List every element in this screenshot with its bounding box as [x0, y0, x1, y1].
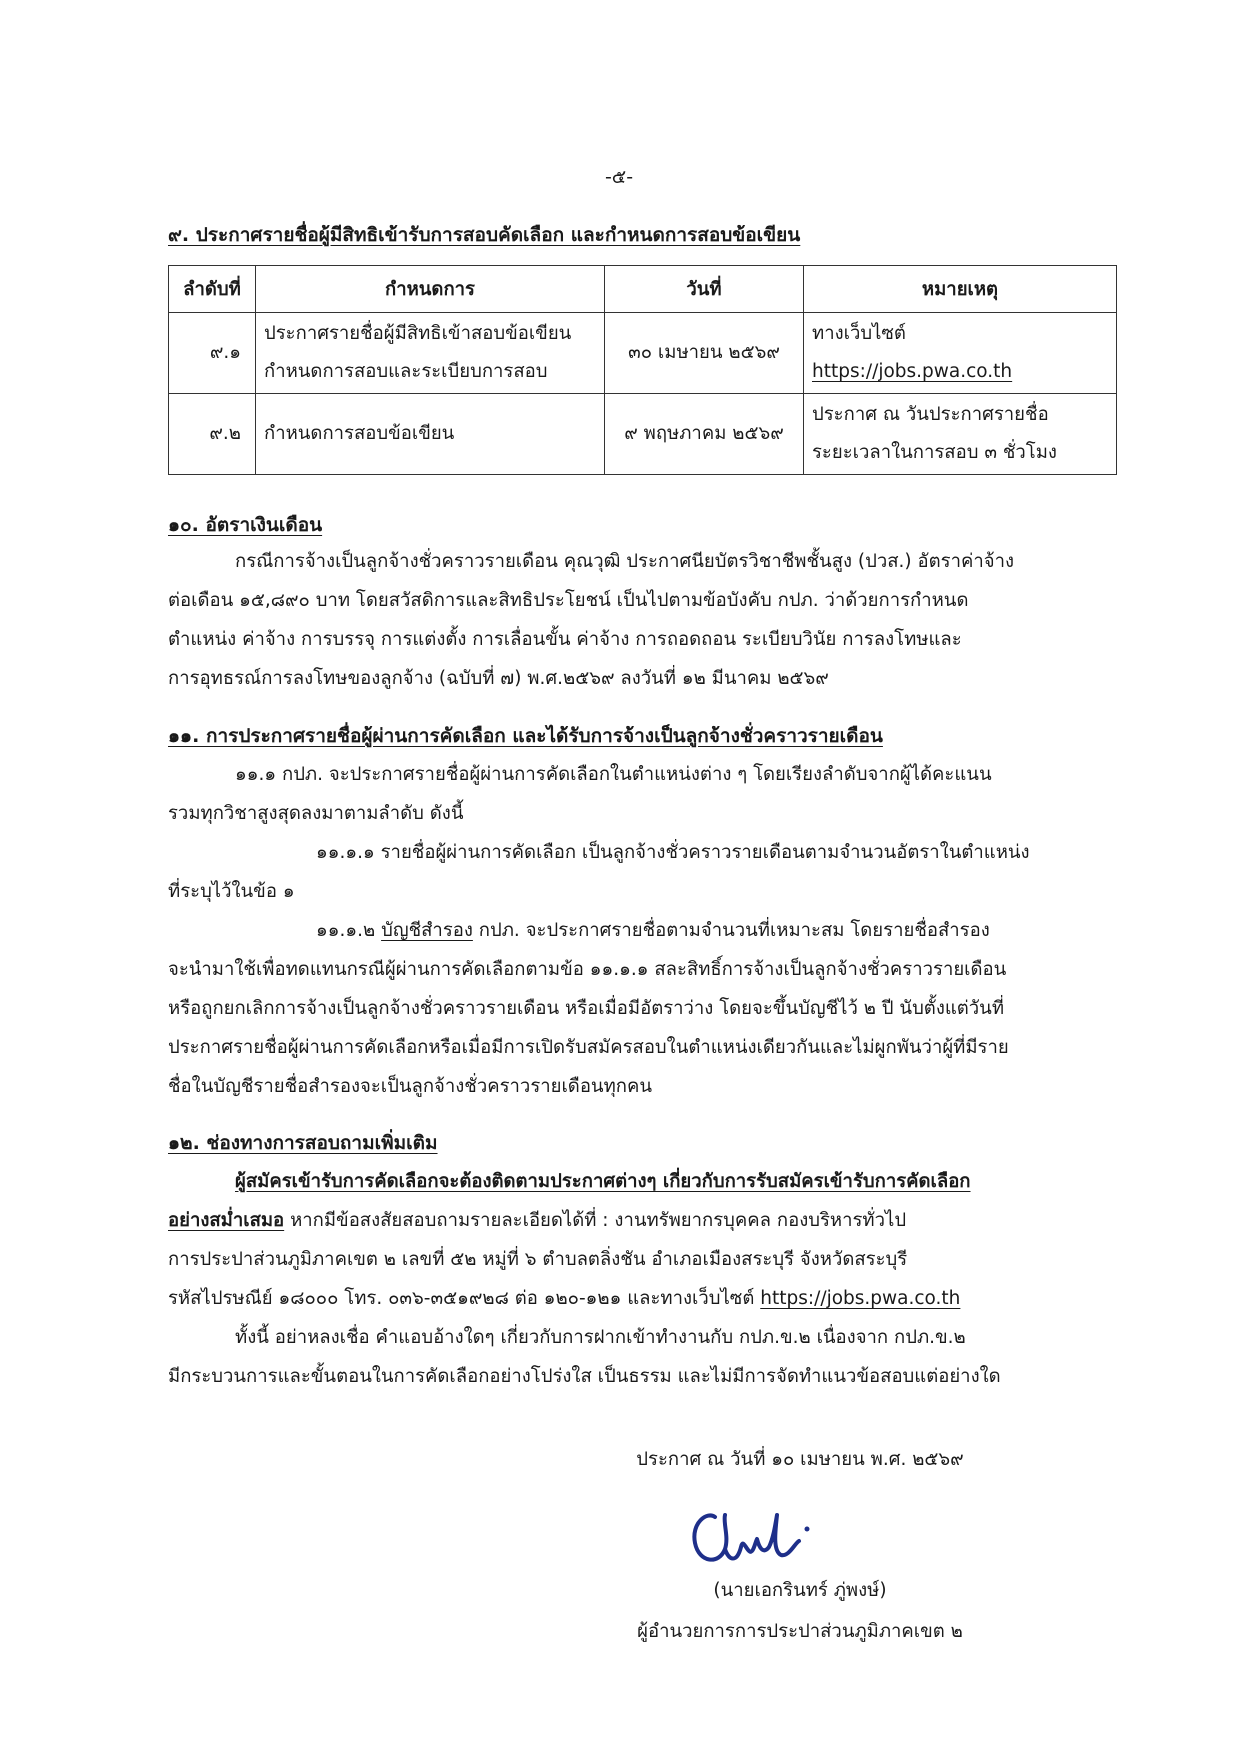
row-number: ๙.๒: [169, 394, 256, 475]
paragraph-line: ทั้งนี้ อย่าหลงเชื่อ คำแอบอ้างใดๆ เกี่ยวกับการฝากเข้าทำงานกับ กปภ.ข.๒ เนื่องจาก กปภ.ข.๒: [235, 1327, 966, 1348]
paragraph-line: ตำแหน่ง ค่าจ้าง การบรรจุ การแต่งตั้ง การเลื่อนขั้น ค่าจ้าง การถอดถอน ระเบียบวินัย การลงโทษและ: [168, 629, 962, 650]
subsection-text: กปภ. จะประกาศรายชื่อตามจำนวนที่เหมาะสม โดยรายชื่อสำรอง: [478, 920, 990, 941]
col-header-order: ลำดับที่: [169, 266, 256, 313]
website-link[interactable]: https://jobs.pwa.co.th: [812, 361, 1013, 382]
remark-line: ประกาศ ณ วันประกาศรายชื่อ: [812, 404, 1049, 425]
paragraph-line: การอุทธรณ์การลงโทษของลูกจ้าง (ฉบับที่ ๗) พ.ศ.๒๕๖๙ ลงวันที่ ๑๒ มีนาคม ๒๕๖๙: [168, 668, 829, 689]
paragraph-line: ที่ระบุไว้ในข้อ ๑: [168, 881, 295, 902]
row-remark: [804, 313, 1117, 394]
remark-line: ทางเว็บไซต์: [812, 323, 906, 344]
emphasis-text: อย่างสม่ำเสมอ: [168, 1210, 285, 1231]
task-line: กำหนดการสอบและระเบียบการสอบ: [264, 361, 548, 382]
remark-line: ระยะเวลาในการสอบ ๓ ชั่วโมง: [812, 442, 1057, 463]
paragraph-line: รวมทุกวิชาสูงสุดลงมาตามลำดับ ดังนี้: [168, 803, 464, 824]
paragraph-line: ๑๑.๑ กปภ. จะประกาศรายชื่อผู้ผ่านการคัดเลือกในตำแหน่งต่าง ๆ โดยเรียงลำดับจากผู้ได้คะแนน: [235, 764, 992, 785]
signer-title: ผู้อำนวยการการประปาส่วนภูมิภาคเขต ๒: [637, 1621, 963, 1642]
paragraph-line: [316, 916, 990, 945]
col-header-schedule: กำหนดการ: [256, 266, 605, 313]
signature-image: [685, 1503, 815, 1575]
contact-text: หากมีข้อสงสัยสอบถามรายละเอียดได้ที่ : งานทรัพยากรบุคคล กองบริหารทั่วไป: [290, 1210, 907, 1231]
row-task: [256, 394, 605, 475]
paragraph-line: ชื่อในบัญชีรายชื่อสำรองจะเป็นลูกจ้างชั่วคราวรายเดือนทุกคน: [168, 1076, 652, 1097]
signer-name: (นายเอกรินทร์ ภู่พงษ์): [713, 1580, 887, 1601]
paragraph-line: มีกระบวนการและขั้นตอนในการคัดเลือกอย่างโปร่งใส เป็นธรรม และไม่มีการจัดทำแนวข้อสอบแต่อย่างใด: [168, 1366, 1001, 1387]
section-10-heading: ๑๐. อัตราเงินเดือน: [168, 514, 323, 536]
paragraph-line: [168, 1284, 960, 1313]
page-number: -๕-: [604, 166, 634, 188]
website-link[interactable]: https://jobs.pwa.co.th: [760, 1288, 961, 1309]
paragraph-line: ประกาศรายชื่อผู้ผ่านการคัดเลือกหรือเมื่อมีการเปิดรับสมัครสอบในตำแหน่งเดียวกันและไม่ผูกพันว่าผู้ที่มีราย: [168, 1037, 1009, 1058]
paragraph-line: หรือถูกยกเลิกการจ้างเป็นลูกจ้างชั่วคราวรายเดือน หรือเมื่อมีอัตราว่าง โดยจะขึ้นบัญชีไว้ ๒ ปี นับตั้งแต่วันที่: [168, 998, 1005, 1019]
col-header-remark: หมายเหตุ: [804, 266, 1117, 313]
row-date: ๓๐ เมษายน ๒๕๖๙: [605, 313, 804, 394]
row-number: ๙.๑: [169, 313, 256, 394]
paragraph-line: ต่อเดือน ๑๕,๘๙๐ บาท โดยสวัสดิการและสิทธิประโยชน์ เป็นไปตามข้อบังคับ กปภ. ว่าด้วยการกำหนด: [168, 590, 969, 611]
reserve-list-title: บัญชีสำรอง: [381, 920, 473, 941]
schedule-table: [168, 265, 1117, 475]
section-11-heading: ๑๑. การประกาศรายชื่อผู้ผ่านการคัดเลือก และได้รับการจ้างเป็นลูกจ้างชั่วคราวรายเดือน: [168, 725, 883, 747]
paragraph-line: ๑๑.๑.๑ รายชื่อผู้ผ่านการคัดเลือก เป็นลูกจ้างชั่วคราวรายเดือนตามจำนวนอัตราในตำแหน่ง: [316, 842, 1030, 863]
section-12-heading: ๑๒. ช่องทางการสอบถามเพิ่มเติม: [168, 1132, 438, 1154]
table-row: [169, 394, 1117, 475]
task-line: ประกาศรายชื่อผู้มีสิทธิเข้าสอบข้อเขียน: [264, 323, 572, 344]
paragraph-line: กรณีการจ้างเป็นลูกจ้างชั่วคราวรายเดือน คุณวุฒิ ประกาศนียบัตรวิชาชีพชั้นสูง (ปวส.) อัตราค่าจ้าง: [235, 551, 1015, 572]
paragraph-line: จะนำมาใช้เพื่อทดแทนกรณีผู้ผ่านการคัดเลือกตามข้อ ๑๑.๑.๑ สละสิทธิ์การจ้างเป็นลูกจ้างชั่วคราวรายเดือน: [168, 959, 1007, 980]
emphasis-line: ผู้สมัครเข้ารับการคัดเลือกจะต้องติดตามประกาศต่างๆ เกี่ยวกับการรับสมัครเข้ารับการคัดเลือก: [235, 1171, 971, 1192]
section-9-heading: ๙. ประกาศรายชื่อผู้มีสิทธิเข้ารับการสอบคัดเลือก และกำหนดการสอบข้อเขียน: [168, 224, 801, 246]
row-date: ๙ พฤษภาคม ๒๕๖๙: [605, 394, 804, 475]
contact-text: รหัสไปรษณีย์ ๑๘๐๐๐ โทร. ๐๓๖-๓๕๑๙๒๘ ต่อ ๑๒๐-๑๒๑ และทางเว็บไซต์: [168, 1288, 755, 1309]
paragraph-line: [168, 1206, 906, 1235]
col-header-date: วันที่: [605, 266, 804, 313]
row-task: [256, 313, 605, 394]
table-row: [169, 313, 1117, 394]
table-header-row: [169, 266, 1117, 313]
paragraph-line: การประปาส่วนภูมิภาคเขต ๒ เลขที่ ๕๒ หมู่ที่ ๖ ตำบลตลิ่งชัน อำเภอเมืองสระบุรี จังหวัดสระบุรี: [168, 1249, 908, 1270]
subsection-number: ๑๑.๑.๒: [316, 920, 376, 941]
row-remark: [804, 394, 1117, 475]
task-line: กำหนดการสอบข้อเขียน: [264, 423, 455, 444]
announcement-date: ประกาศ ณ วันที่ ๑๐ เมษายน พ.ศ. ๒๕๖๙: [636, 1449, 964, 1470]
